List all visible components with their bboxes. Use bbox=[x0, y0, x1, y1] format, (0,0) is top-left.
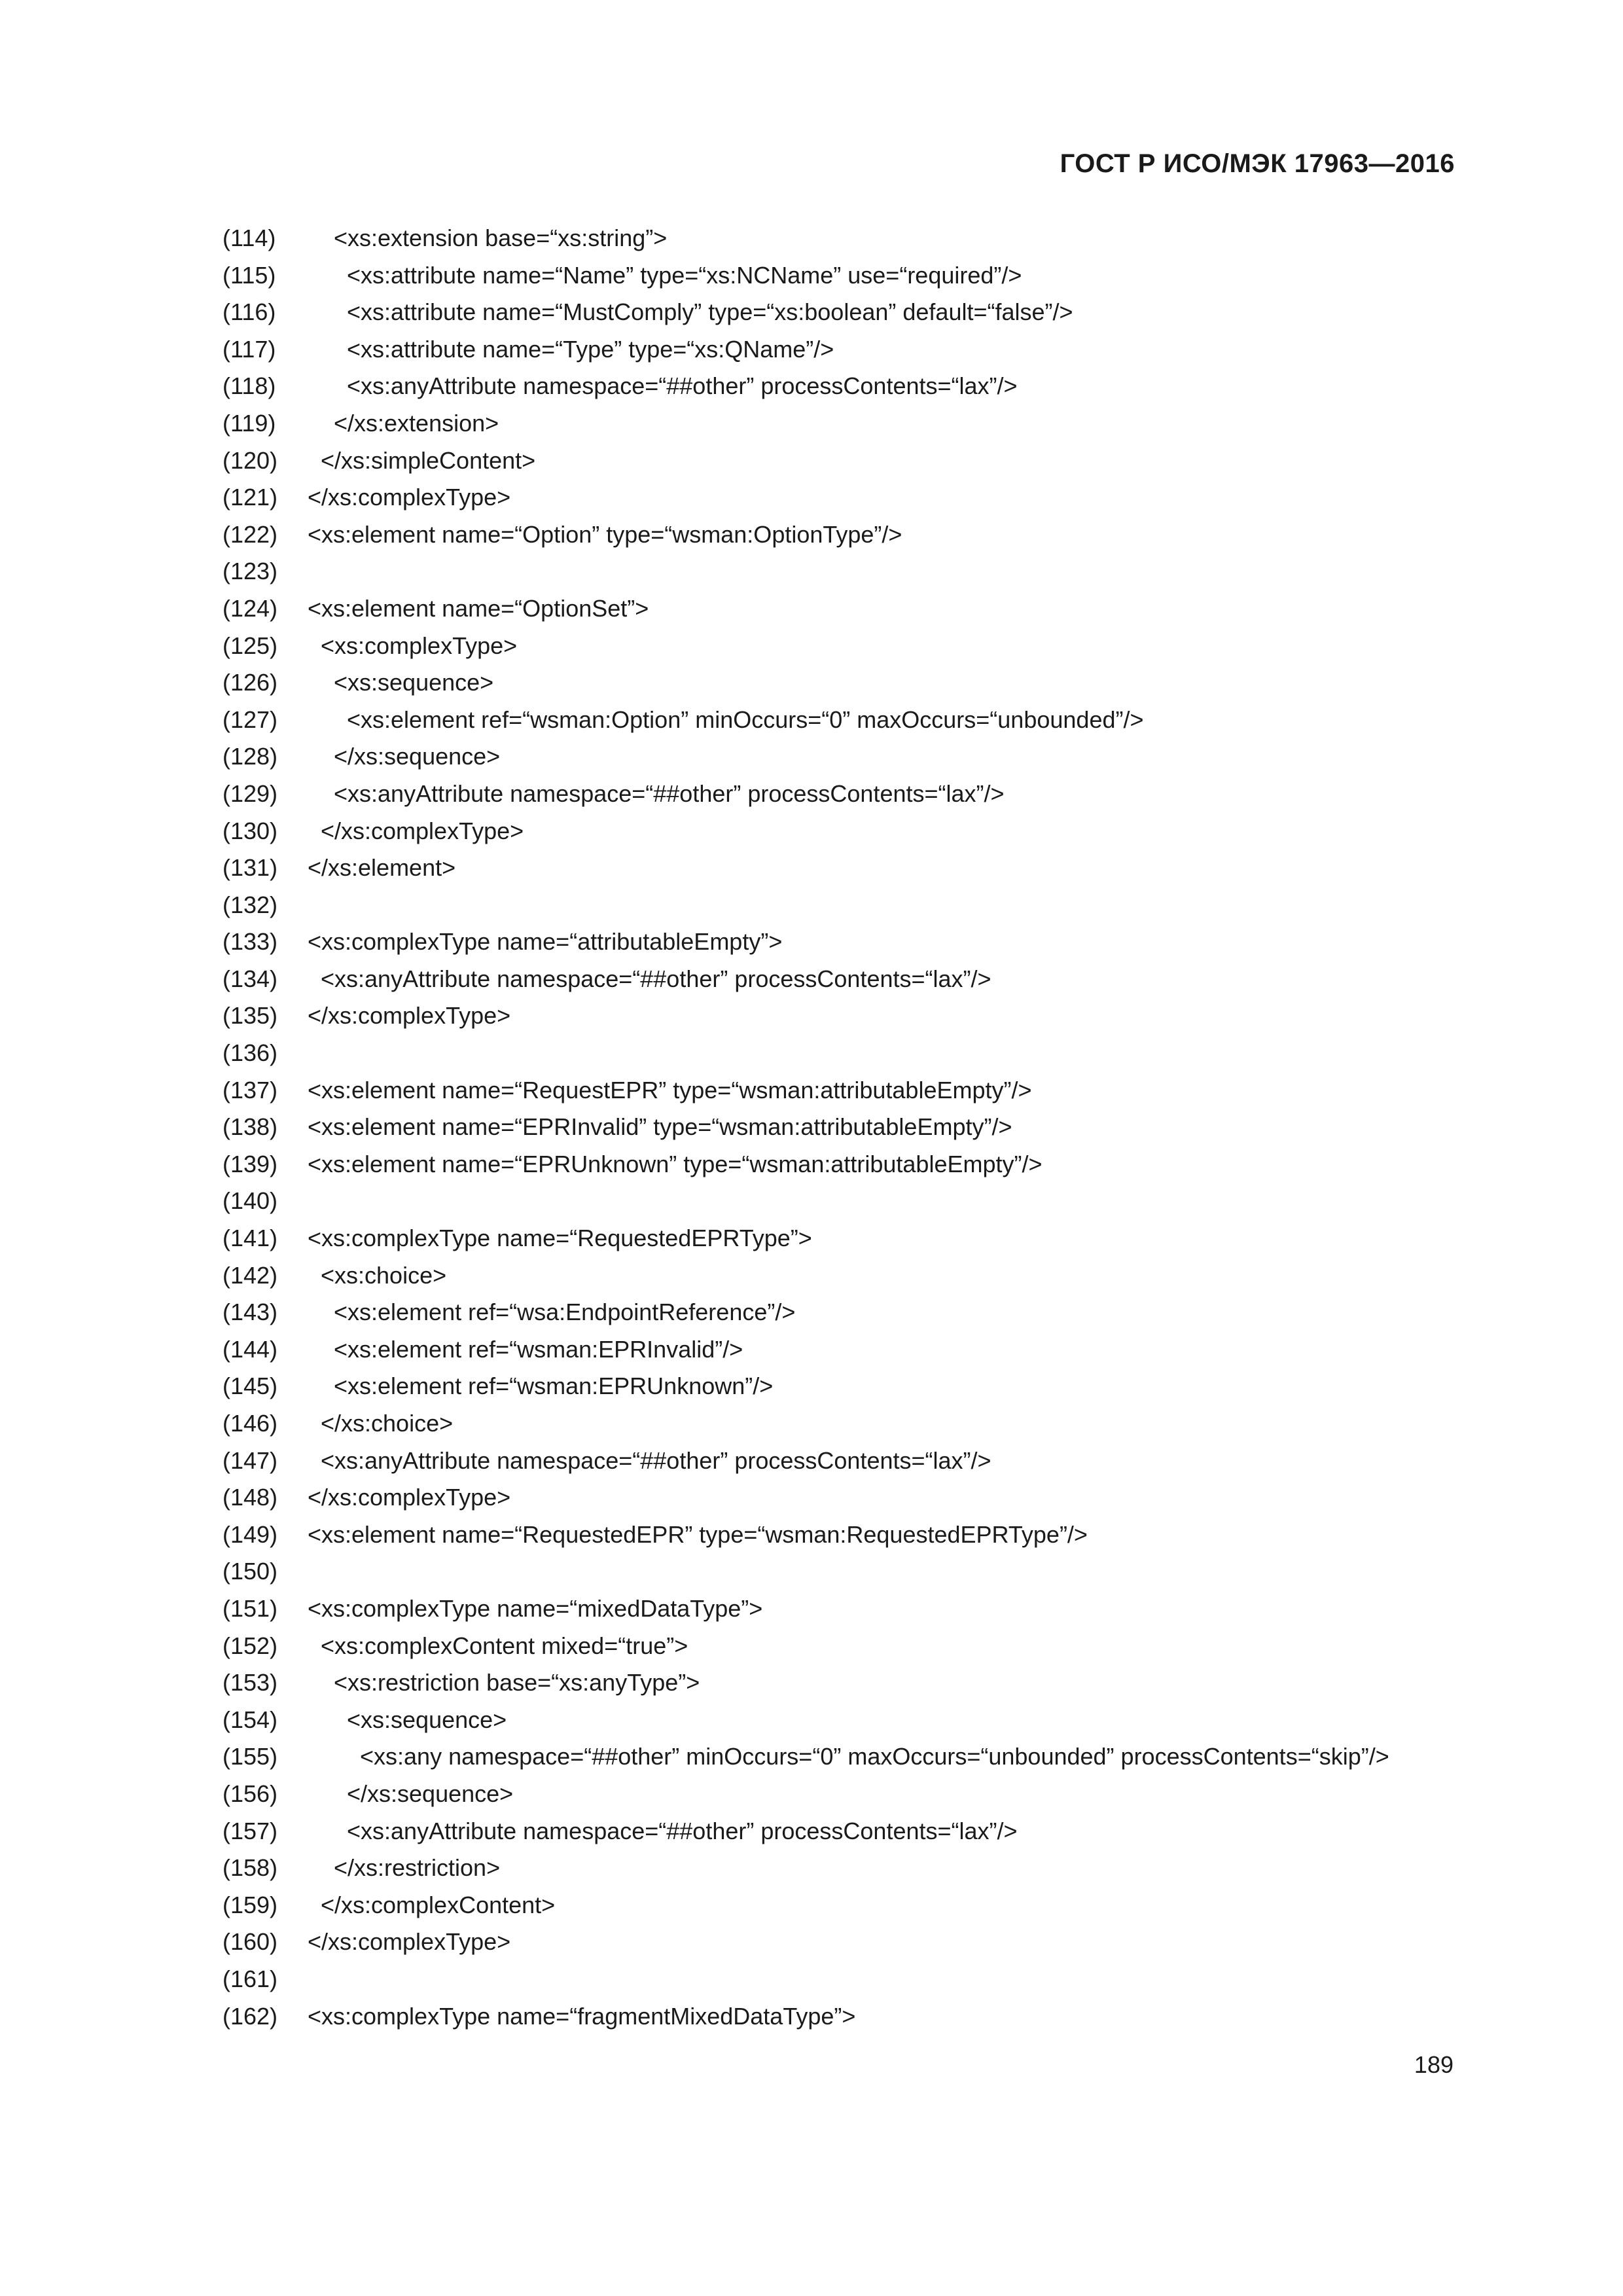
line-number: (143) bbox=[223, 1299, 278, 1326]
code-text: <xs:complexContent mixed=“true”> bbox=[321, 1632, 688, 1659]
line-number: (141) bbox=[223, 1225, 278, 1252]
line-number: (160) bbox=[223, 1928, 278, 1956]
code-line bbox=[223, 1553, 1499, 1590]
line-number: (117) bbox=[223, 335, 276, 363]
code-line bbox=[223, 1035, 1499, 1072]
code-line bbox=[223, 1590, 1499, 1628]
code-line bbox=[223, 1294, 1499, 1331]
line-number: (144) bbox=[223, 1335, 278, 1363]
line-number: (148) bbox=[223, 1484, 278, 1511]
code-text: <xs:complexType name=“RequestedEPRType”> bbox=[308, 1225, 812, 1252]
code-text: <xs:anyAttribute namespace=“##other” processContents=“lax”/> bbox=[321, 1446, 991, 1474]
code-text: <xs:complexType name=“mixedDataType”> bbox=[308, 1594, 763, 1622]
code-line bbox=[223, 738, 1499, 776]
code-text: <xs:anyAttribute namespace=“##other” processContents=“lax”/> bbox=[347, 372, 1018, 400]
code-text: <xs:any namespace=“##other” minOccurs=“0” maxOccurs=“unbounded” processContents=“skip”/> bbox=[360, 1743, 1389, 1770]
line-number: (136) bbox=[223, 1039, 278, 1067]
code-text: <xs:sequence> bbox=[334, 669, 494, 696]
line-number: (151) bbox=[223, 1594, 278, 1622]
line-number: (125) bbox=[223, 632, 278, 659]
code-text: </xs:complexType> bbox=[308, 1002, 511, 1030]
line-number: (120) bbox=[223, 446, 278, 474]
line-number: (133) bbox=[223, 928, 278, 956]
code-text: <xs:restriction base=“xs:anyType”> bbox=[334, 1669, 700, 1696]
code-text: <xs:extension base=“xs:string”> bbox=[334, 224, 668, 251]
code-text: <xs:element name=“EPRInvalid” type=“wsman:attributableEmpty”/> bbox=[308, 1113, 1012, 1141]
code-listing bbox=[223, 220, 1499, 2035]
code-line bbox=[223, 1479, 1499, 1516]
line-number: (114) bbox=[223, 224, 276, 251]
code-text: <xs:element name=“EPRUnknown” type=“wsman:attributableEmpty”/> bbox=[308, 1150, 1043, 1177]
line-number: (129) bbox=[223, 780, 278, 807]
code-line bbox=[223, 776, 1499, 813]
line-number: (124) bbox=[223, 594, 278, 622]
line-number: (134) bbox=[223, 965, 278, 992]
code-text: <xs:attribute name=“MustComply” type=“xs:boolean” default=“false”/> bbox=[347, 298, 1073, 326]
line-number: (159) bbox=[223, 1891, 278, 1918]
code-line bbox=[223, 1516, 1499, 1554]
code-text: <xs:anyAttribute namespace=“##other” processContents=“lax”/> bbox=[334, 780, 1005, 807]
code-line bbox=[223, 1924, 1499, 1961]
code-line bbox=[223, 368, 1499, 405]
line-number: (155) bbox=[223, 1743, 278, 1770]
line-number: (132) bbox=[223, 891, 278, 918]
line-number: (150) bbox=[223, 1558, 278, 1585]
line-number: (116) bbox=[223, 298, 276, 326]
code-text: </xs:complexType> bbox=[321, 817, 524, 844]
code-text: <xs:element name=“Option” type=“wsman:OptionType”/> bbox=[308, 520, 902, 548]
code-line bbox=[223, 1887, 1499, 1924]
code-text: <xs:element name=“RequestEPR” type=“wsman:attributableEmpty”/> bbox=[308, 1076, 1032, 1103]
code-text: <xs:choice> bbox=[321, 1261, 447, 1289]
page-number: 189 bbox=[1414, 2051, 1454, 2078]
code-line bbox=[223, 1220, 1499, 1257]
code-line bbox=[223, 1405, 1499, 1443]
line-number: (115) bbox=[223, 261, 276, 289]
code-text: <xs:complexType name=“attributableEmpty”> bbox=[308, 928, 783, 956]
code-line bbox=[223, 1146, 1499, 1183]
line-number: (147) bbox=[223, 1446, 278, 1474]
code-line bbox=[223, 1738, 1499, 1776]
code-text: <xs:complexType> bbox=[321, 632, 518, 659]
code-text: </xs:complexType> bbox=[308, 1484, 511, 1511]
code-line bbox=[223, 1961, 1499, 1998]
code-line bbox=[223, 294, 1499, 331]
code-line bbox=[223, 664, 1499, 702]
line-number: (145) bbox=[223, 1372, 278, 1400]
code-line bbox=[223, 1443, 1499, 1480]
line-number: (135) bbox=[223, 1002, 278, 1030]
code-text: <xs:complexType name=“fragmentMixedDataType”> bbox=[308, 2002, 856, 2030]
code-text: <xs:anyAttribute namespace=“##other” processContents=“lax”/> bbox=[347, 1817, 1018, 1844]
code-line bbox=[223, 479, 1499, 516]
line-number: (157) bbox=[223, 1817, 278, 1844]
code-line bbox=[223, 442, 1499, 480]
code-line bbox=[223, 405, 1499, 442]
line-number: (130) bbox=[223, 817, 278, 844]
code-text: </xs:extension> bbox=[334, 409, 499, 437]
code-text: <xs:anyAttribute namespace=“##other” processContents=“lax”/> bbox=[321, 965, 991, 992]
code-line bbox=[223, 628, 1499, 665]
code-text: </xs:complexContent> bbox=[321, 1891, 556, 1918]
line-number: (140) bbox=[223, 1187, 278, 1215]
code-line bbox=[223, 516, 1499, 554]
line-number: (161) bbox=[223, 1965, 278, 1992]
line-number: (137) bbox=[223, 1076, 278, 1103]
line-number: (146) bbox=[223, 1410, 278, 1437]
code-line bbox=[223, 1183, 1499, 1220]
code-text: </xs:element> bbox=[308, 854, 456, 882]
line-number: (158) bbox=[223, 1854, 278, 1882]
code-text: <xs:element ref=“wsman:EPRInvalid”/> bbox=[334, 1335, 743, 1363]
code-line bbox=[223, 961, 1499, 998]
code-line bbox=[223, 220, 1499, 257]
code-line bbox=[223, 702, 1499, 739]
code-line bbox=[223, 813, 1499, 850]
code-text: <xs:element ref=“wsa:EndpointReference”/> bbox=[334, 1299, 796, 1326]
code-text: <xs:element name=“OptionSet”> bbox=[308, 594, 649, 622]
code-line bbox=[223, 553, 1499, 590]
code-text: <xs:element name=“RequestedEPR” type=“wsman:RequestedEPRType”/> bbox=[308, 1520, 1088, 1548]
code-line bbox=[223, 590, 1499, 628]
code-text: <xs:attribute name=“Type” type=“xs:QName”/> bbox=[347, 335, 834, 363]
code-text: </xs:restriction> bbox=[334, 1854, 501, 1882]
code-line bbox=[223, 1998, 1499, 2036]
code-line bbox=[223, 1702, 1499, 1739]
line-number: (138) bbox=[223, 1113, 278, 1141]
document-header: ГОСТ Р ИСО/МЭК 17963—2016 bbox=[1060, 149, 1455, 178]
line-number: (123) bbox=[223, 558, 278, 585]
line-number: (153) bbox=[223, 1669, 278, 1696]
code-line bbox=[223, 1813, 1499, 1850]
code-line bbox=[223, 1072, 1499, 1109]
code-line bbox=[223, 1109, 1499, 1146]
code-line bbox=[223, 1368, 1499, 1405]
line-number: (139) bbox=[223, 1150, 278, 1177]
code-text: <xs:element ref=“wsman:Option” minOccurs=“0” maxOccurs=“unbounded”/> bbox=[347, 706, 1144, 733]
code-text: <xs:attribute name=“Name” type=“xs:NCName” use=“required”/> bbox=[347, 261, 1022, 289]
line-number: (131) bbox=[223, 854, 278, 882]
line-number: (121) bbox=[223, 484, 278, 511]
line-number: (156) bbox=[223, 1780, 278, 1807]
code-line bbox=[223, 997, 1499, 1035]
code-line bbox=[223, 1628, 1499, 1665]
line-number: (142) bbox=[223, 1261, 278, 1289]
code-line bbox=[223, 257, 1499, 295]
code-text: <xs:sequence> bbox=[347, 1706, 507, 1733]
code-line bbox=[223, 1664, 1499, 1702]
code-text: </xs:simpleContent> bbox=[321, 446, 536, 474]
line-number: (154) bbox=[223, 1706, 278, 1733]
code-line bbox=[223, 331, 1499, 368]
code-text: </xs:choice> bbox=[321, 1410, 454, 1437]
line-number: (118) bbox=[223, 372, 276, 400]
code-line bbox=[223, 1850, 1499, 1887]
line-number: (127) bbox=[223, 706, 278, 733]
line-number: (126) bbox=[223, 669, 278, 696]
code-text: <xs:element ref=“wsman:EPRUnknown”/> bbox=[334, 1372, 774, 1400]
code-line bbox=[223, 924, 1499, 961]
line-number: (149) bbox=[223, 1520, 278, 1548]
line-number: (162) bbox=[223, 2002, 278, 2030]
code-line bbox=[223, 850, 1499, 887]
line-number: (122) bbox=[223, 520, 278, 548]
code-line bbox=[223, 1257, 1499, 1295]
code-text: </xs:complexType> bbox=[308, 1928, 511, 1956]
line-number: (119) bbox=[223, 409, 276, 437]
line-number: (128) bbox=[223, 743, 278, 770]
line-number: (152) bbox=[223, 1632, 278, 1659]
code-line bbox=[223, 1331, 1499, 1369]
code-line bbox=[223, 1776, 1499, 1813]
code-text: </xs:sequence> bbox=[347, 1780, 514, 1807]
code-line bbox=[223, 887, 1499, 924]
code-text: </xs:sequence> bbox=[334, 743, 501, 770]
code-text: </xs:complexType> bbox=[308, 484, 511, 511]
